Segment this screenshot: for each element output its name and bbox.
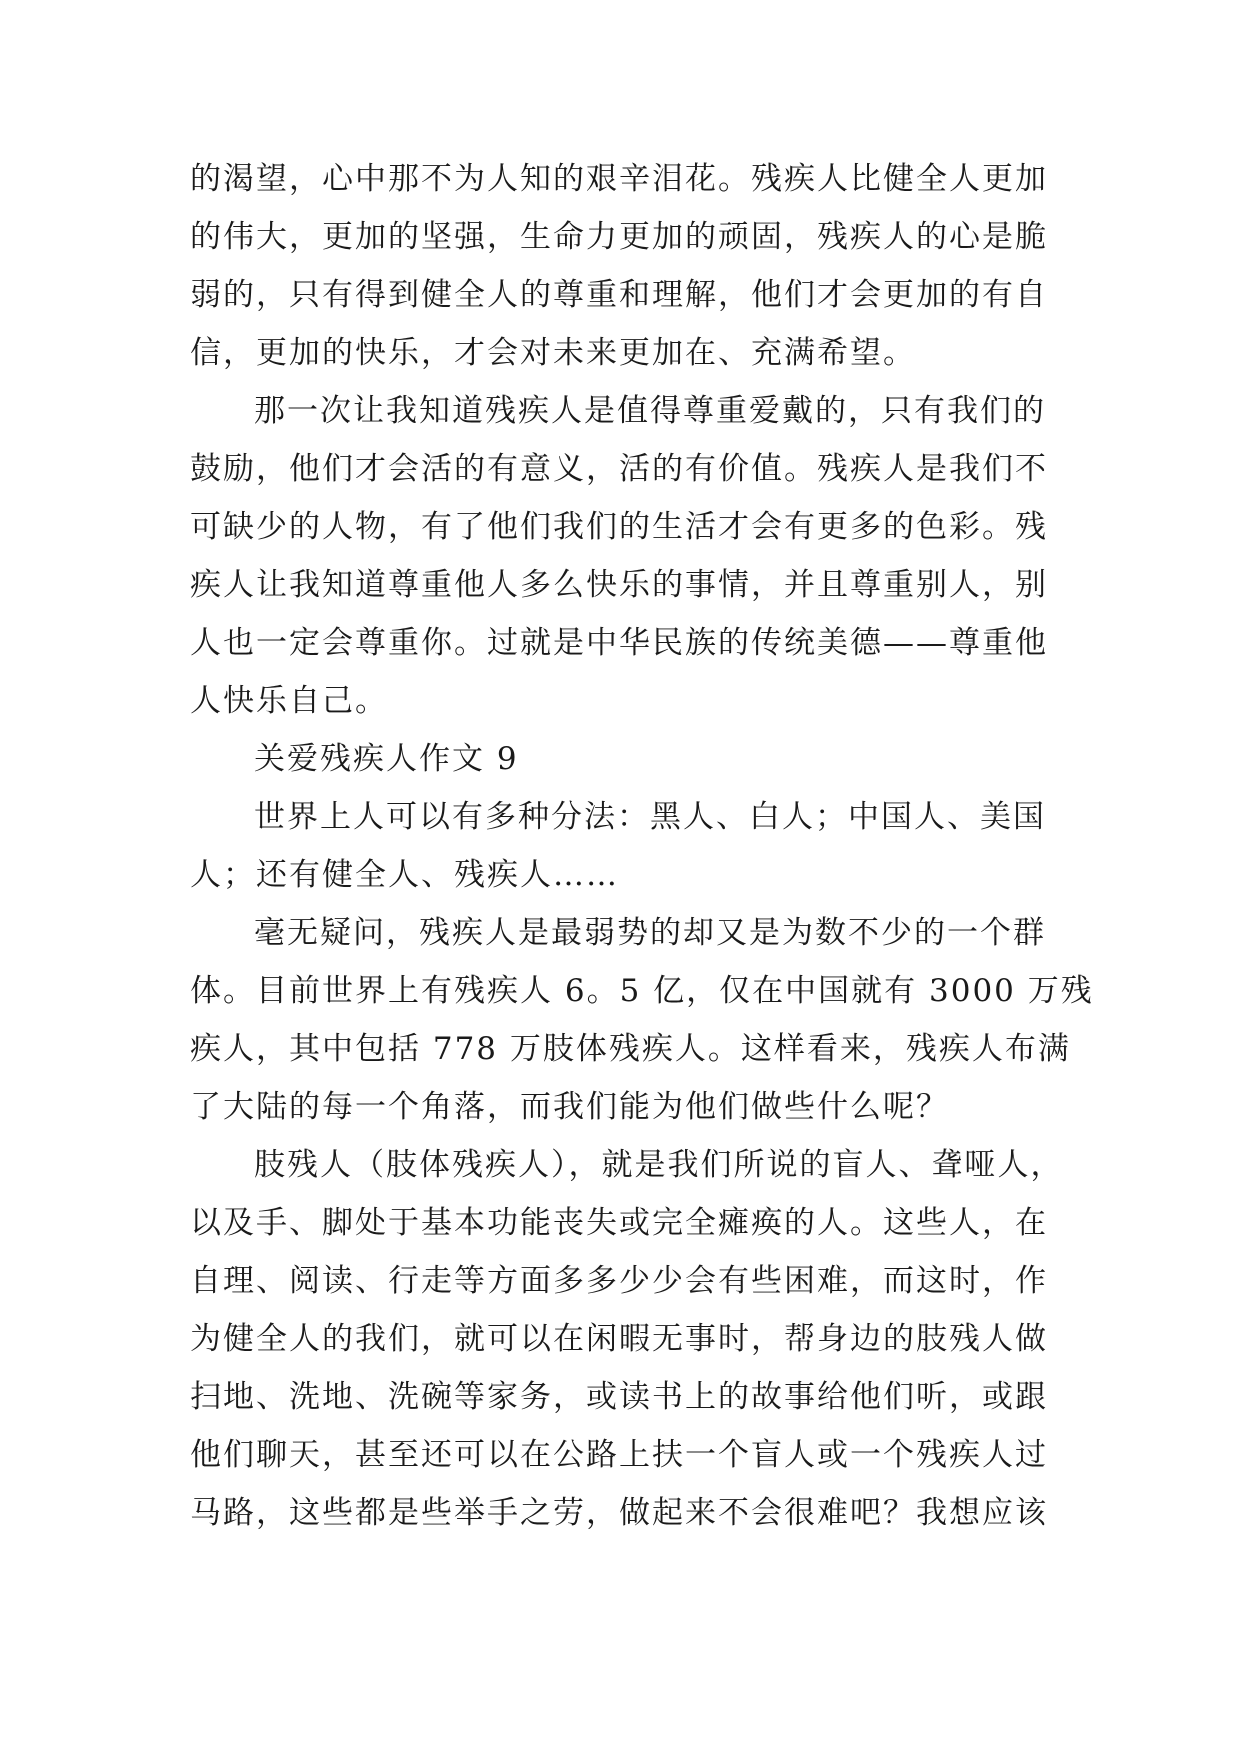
text-line: 疾人让我知道尊重他人多么快乐的事情，并且尊重别人，别 [190, 567, 1048, 603]
text-line: 毫无疑问，残疾人是最弱势的却又是为数不少的一个群 [254, 915, 1046, 951]
text-line: 的渴望，心中那不为人知的艰辛泪花。残疾人比健全人更加 [190, 161, 1048, 197]
text-line: 以及手、脚处于基本功能丧失或完全瘫痪的人。这些人，在 [190, 1205, 1048, 1241]
text-line: 自理、阅读、行走等方面多多少少会有些困难，而这时，作 [190, 1263, 1048, 1299]
text-line: 鼓励，他们才会活的有意义，活的有价值。残疾人是我们不 [190, 451, 1048, 487]
text-line: 体。目前世界上有残疾人 6。5 亿，仅在中国就有 3000 万残 [190, 973, 1094, 1009]
text-line: 马路，这些都是些举手之劳，做起来不会很难吧？我想应该 [190, 1495, 1048, 1531]
text-line: 扫地、洗地、洗碗等家务，或读书上的故事给他们听，或跟 [190, 1379, 1048, 1415]
text-line: 那一次让我知道残疾人是值得尊重爱戴的，只有我们的 [254, 393, 1046, 429]
text-line: 弱的，只有得到健全人的尊重和理解，他们才会更加的有自 [190, 277, 1048, 313]
text-line: 人；还有健全人、残疾人…… [190, 857, 619, 893]
text-line: 了大陆的每一个角落，而我们能为他们做些什么呢？ [190, 1089, 949, 1125]
text-line: 肢残人（肢体残疾人），就是我们所说的盲人、聋哑人， [254, 1147, 1064, 1183]
text-line: 可缺少的人物，有了他们我们的生活才会有更多的色彩。残 [190, 509, 1048, 545]
text-line: 为健全人的我们，就可以在闲暇无事时，帮身边的肢残人做 [190, 1321, 1048, 1357]
text-line: 信，更加的快乐，才会对未来更加在、充满希望。 [190, 335, 916, 371]
text-line: 他们聊天，甚至还可以在公路上扶一个盲人或一个残疾人过 [190, 1437, 1048, 1473]
text-line: 人也一定会尊重你。过就是中华民族的传统美德——尊重他 [190, 625, 1048, 661]
text-line: 人快乐自己。 [190, 683, 388, 719]
section-heading: 关爱残疾人作文 9 [254, 741, 519, 777]
text-line: 疾人，其中包括 778 万肢体残疾人。这样看来，残疾人布满 [190, 1031, 1071, 1067]
body-text [190, 150, 1094, 1542]
text-line: 世界上人可以有多种分法：黑人、白人；中国人、美国 [254, 799, 1046, 835]
text-line: 的伟大，更加的坚强，生命力更加的顽固，残疾人的心是脆 [190, 219, 1048, 255]
